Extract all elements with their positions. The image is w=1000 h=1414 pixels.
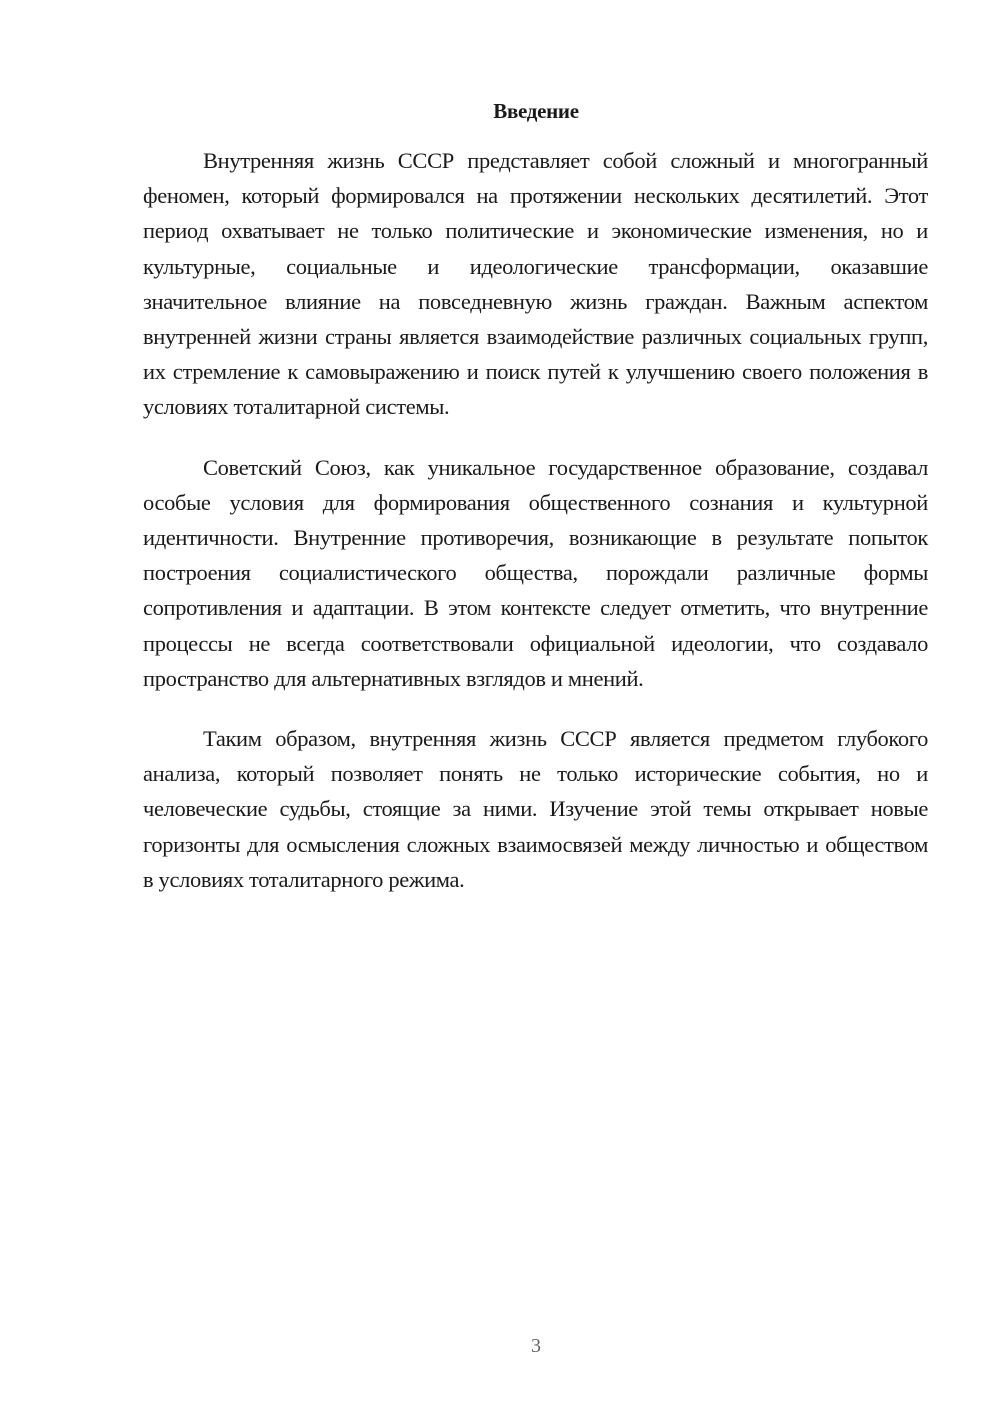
paragraph-2: Советский Союз, как уникальное государственное образование, создавал особые условия для формирования общественного сознания и культурной идентичности. Внутренние противоречия, возникающие в результате попыток построения социалистического общества, порождали различные формы сопротивления и адаптации. В этом контексте следует отметить, что внутренние процессы не всегда соответствовали официальной идеологии, что создавало пространство для альтернативных взглядов и мнений. bbox=[143, 454, 928, 691]
paragraph-1: Внутренняя жизнь СССР представляет собой сложный и многогранный феномен, который формировался на протяжении нескольких десятилетий. Этот период охватывает не только политические и экономические изменения, но и культурные, социальные и идеологические трансформации, оказавшие значительное влияние на повседневную жизнь граждан. Важным аспектом внутренней жизни страны является взаимодействие различных социальных групп, их стремление к самовыражению и поиск путей к улучшению своего положения в условиях тоталитарной системы. bbox=[143, 148, 928, 420]
section-heading: Введение bbox=[493, 99, 579, 123]
page-number: 3 bbox=[531, 1335, 541, 1357]
paragraph-3: Таким образом, внутренняя жизнь СССР является предметом глубокого анализа, который позволяет понять не только исторические события, но и человеческие судьбы, стоящие за ними. Изучение этой темы открывает новые горизонты для осмысления сложных взаимосвязей между личностью и обществом в условиях тоталитарного режима. bbox=[143, 726, 928, 892]
body-text bbox=[143, 143, 928, 922]
